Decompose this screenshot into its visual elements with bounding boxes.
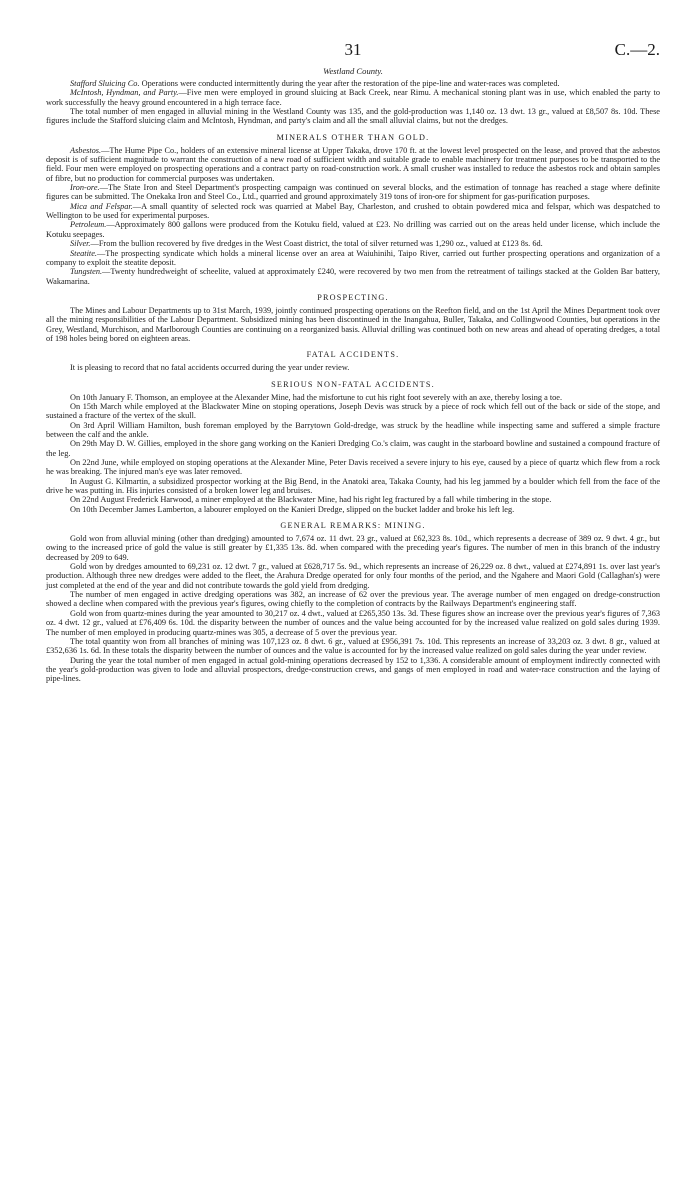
paragraph-text: —A small quantity of selected rock was quarried at Mabel Bay, Charleston, and crushed to obtain powdered mica and felspar, which was despatched to Wellington to be used for experimental purposes.: [46, 201, 661, 221]
paragraph-text: Gold won by dredges amounted to 69,231 oz. 12 dwt. 7 gr., valued at £628,717 5s. 9d., which represents an increase of 26,229 oz. 8 dwt., valued at £274,891 1s. over last year's production. Although three new dredges were added to the fleet, the Arahura Dredge operated for only four months of the period, and the Ngahere and Maori Gold (Callaghan's) were just completed at the end of the year and did not contribute towards the gold yield from dredging.: [46, 562, 660, 590]
paragraph-text: The total number of men engaged in alluvial mining in the Westland County was 135, and the gold-production was 1,140 oz. 13 dwt. 13 gr., valued at £8,507 8s. 10d. These figures include the Stafford sluicing claim and McIntosh, Hyndman, and party's claim and all the small alluvial claims, but not the dredges.: [46, 107, 660, 126]
paragraph: [46, 505, 660, 514]
paragraph-text: —From the bullion recovered by five dredges in the West Coast district, the total of silver returned was 1,290 oz., valued at £123 8s. 6d.: [90, 239, 543, 249]
paragraph-lead: Steatite.: [70, 248, 97, 258]
paragraph-text: Operations were conducted intermittently during the year after the restoration of the pipe-line and water-races was completed.: [139, 79, 560, 88]
paragraph-text: In August G. Kilmartin, a subsidized prospector working at the Big Bend, in the Anatoki area, Takaka County, had his leg jammed by a boulder which fell from the face of the drive he was putting in. His injuries consisted of a broken lower leg and bruises.: [46, 476, 660, 496]
document-page: [46, 40, 660, 684]
paragraph-lead: Tungsten.: [70, 267, 103, 277]
page-header: [46, 40, 660, 66]
paragraph-text: —The Hume Pipe Co., holders of an extensive mineral license at Upper Takaka, drove 170 ft. at the lowest level prospected on the lease, and proved that the asbestos deposit is of sufficient magnitude to warrant the construction of a new road of sufficient width and suitable grade to enable machinery for treatment purposes to be transported to the field. Four men were employed on prospecting operations and a contract party on road-construction work. A small crusher was installed to reduce the asbestos rock and obtain samples of fibre, but no production for commercial purposes was undertaken.: [46, 145, 660, 183]
paragraph-text: On 22nd August Frederick Harwood, a miner employed at the Blackwater Mine, had his right leg fractured by a fall while timbering in the stope.: [70, 495, 552, 505]
paragraph: [46, 183, 660, 202]
paragraph-text: It is pleasing to record that no fatal accidents occurred during the year under review.: [70, 363, 350, 373]
paragraph: [46, 107, 660, 126]
paragraph-text: On 10th December James Lamberton, a labourer employed on the Kanieri Dredge, slipped on the bucket ladder and broke his left leg.: [70, 504, 515, 514]
paragraph: [46, 637, 660, 656]
document-body: [46, 66, 660, 684]
paragraph-text: —The State Iron and Steel Department's prospecting campaign was continued on several blocks, and the estimation of tonnage has reached a stage where definite figures can be submitted. The Onekaka Iron and Steel Co., Ltd., quarried and ground approximately 319 tons of iron-ore for shipment for gas-purification purposes.: [46, 183, 660, 202]
paragraph: [46, 363, 660, 372]
paragraph: [46, 239, 660, 248]
paragraph-text: On 29th May D. W. Gillies, employed in the shore gang working on the Kanieri Dredging Co.'s claim, was caught in the starboard bowline and sustained a compound fracture of the leg.: [46, 439, 660, 458]
paragraph: [46, 477, 660, 496]
section-heading: SERIOUS NON-FATAL ACCIDENTS.: [271, 379, 435, 389]
paragraph-text: —Five men were employed in ground sluicing at Back Creek, near Rimu. A mechanical stoning plant was in use, which enabled the party to work successfully the heavy ground encountered in a high terrace face.: [46, 88, 660, 107]
paragraph: [46, 421, 660, 440]
paragraph: [46, 590, 660, 609]
section-heading: FATAL ACCIDENTS.: [306, 350, 400, 360]
paragraph: [46, 439, 660, 458]
paragraph: [46, 495, 660, 504]
paragraph: [46, 79, 660, 88]
section-heading: PROSPECTING.: [317, 292, 389, 302]
paragraph-text: On 22nd June, while employed on stoping operations at the Alexander Mine, Peter Davis received a severe injury to his eye, caused by a piece of quartz which flew from a rock he was breaking. The injured man's eye was later removed.: [46, 458, 660, 477]
paragraph-text: —Twenty hundredweight of scheelite, valued at approximately £240, were recovered by two men from the retreatment of tailings stacked at the Golden Bar battery, Wakamarina.: [46, 267, 660, 286]
paragraph: [46, 306, 660, 343]
paragraph-text: The number of men engaged in active dredging operations was 382, an increase of 62 over the previous year. The average number of men engaged on dredge-construction showed a decline when compared with the previous year's figures, owing chiefly to the completion of contracts by the Railways Department's engineering staff.: [46, 590, 660, 609]
paragraph-text: During the year the total number of men engaged in actual gold-mining operations decreased by 152 to 1,336. A considerable amount of employment indirectly connected with the year's gold-production was given to lode and alluvial prospectors, dredge-construction crews, and gangs of men employed in road and water-race construction and the laying of pipe-lines.: [46, 655, 660, 684]
paragraph: [46, 267, 660, 286]
paragraph-text: —Approximately 800 gallons were produced from the Kotuku field, valued at £23. No drilling was carried out on the areas held under license, which include the Kotuku seepages.: [46, 220, 660, 239]
paragraph: [46, 609, 660, 637]
paragraph-text: Gold won from alluvial mining (other than dredging) amounted to 7,674 oz. 11 dwt. 23 gr., valued at £62,323 8s. 10d., which represents a decrease of 389 oz. 9 dwt. 4 gr., but owing to the increased price of gold the value is still greater by £1,335 13s. 8d. when compared with the preceding year's figures. The number of men in this branch of the industry decreased by 209 to 649.: [46, 534, 660, 562]
paragraph: [46, 458, 660, 477]
paragraph-text: The total quantity won from all branches of mining was 107,123 oz. 8 dwt. 6 gr., valued at £956,391 7s. 10d. This represents an increase of 33,203 oz. 3 dwt. 8 gr., valued at £352,636 1s. 6d. In these totals the disparity between the number of ounces and the value is accounted for by the increased value realized on gold sales during the year under review.: [46, 636, 660, 656]
paragraph-lead: Petroleum.: [70, 220, 107, 230]
paragraph: [46, 393, 660, 402]
paragraph: [46, 220, 660, 239]
paper-reference: C.—2.: [614, 40, 660, 59]
paragraph-lead: Stafford Sluicing Co.: [70, 79, 140, 88]
paragraph-lead: Silver.: [70, 239, 91, 249]
section-heading: GENERAL REMARKS: MINING.: [280, 521, 426, 531]
paragraph: [46, 146, 660, 183]
section-heading: MINERALS OTHER THAN GOLD.: [276, 132, 430, 142]
paragraph-text: The Mines and Labour Departments up to 31st March, 1939, jointly continued prospecting operations on the Reefton field, and on the 1st April the Mines Department took over all the mining responsibilities of the Labour Department. Subsidized mining has been discontinued in the Inangahua, Buller, Takaka, and Collingwood Counties, but operations in the Grey, Westland, Murchison, and Marlborough Counties are continuing on a reorganized basis. Alluvial drilling was continued both on new areas and ahead of operating dredges, a total of 198 holes being bored on eighteen areas.: [46, 305, 660, 343]
paragraph-text: —The prospecting syndicate which holds a mineral license over an area at Waiuhinihi, Taipo River, carried out further prospecting operations and organization of a company to exploit the steatite deposit.: [46, 248, 660, 267]
paragraph: [46, 656, 660, 684]
paragraph: [46, 202, 660, 221]
paragraph-text: On 10th January F. Thomson, an employee at the Alexander Mine, had the misfortune to cut his right foot severely with an axe, thereby losing a toe.: [70, 392, 563, 402]
paragraph: [46, 249, 660, 268]
paragraph-lead: Asbestos.: [70, 145, 102, 155]
paragraph-text: Gold won from quartz-mines during the year amounted to 30,217 oz. 4 dwt., valued at £265,350 13s. 3d. These figures show an increase over the previous year's figures of 7,363 oz. 4 dwt. 12 gr., valued at £76,409 6s. 10d. the disparity between the number of ounces and the value being accounted for by the increased value realized on gold sales during 1939. The number of men employed in producing quartz-mines was 305, a decrease of 5 over the previous year.: [46, 608, 660, 637]
paragraph-lead: Mica and Felspar.: [70, 201, 133, 211]
paragraph-lead: McIntosh, Hyndman, and Party.: [70, 88, 179, 98]
paragraph: [46, 402, 660, 421]
paragraph-text: On 15th March while employed at the Blackwater Mine on stoping operations, Joseph Devis was struck by a piece of rock which fell out of the back or side of the stope, and sustained a fracture of the vertex of the skull.: [46, 401, 660, 421]
paragraph: [46, 88, 660, 107]
paragraph-lead: Iron-ore.: [70, 183, 100, 193]
page-number: 31: [344, 40, 362, 59]
paragraph-text: On 3rd April William Hamilton, bush foreman employed by the Barrytown Gold-dredge, was struck by the headline while inspecting same and suffered a simple fracture between the calf and the ankle.: [46, 420, 660, 439]
paragraph: [46, 534, 660, 562]
section-heading: Westland County.: [323, 66, 383, 76]
paragraph: [46, 562, 660, 590]
